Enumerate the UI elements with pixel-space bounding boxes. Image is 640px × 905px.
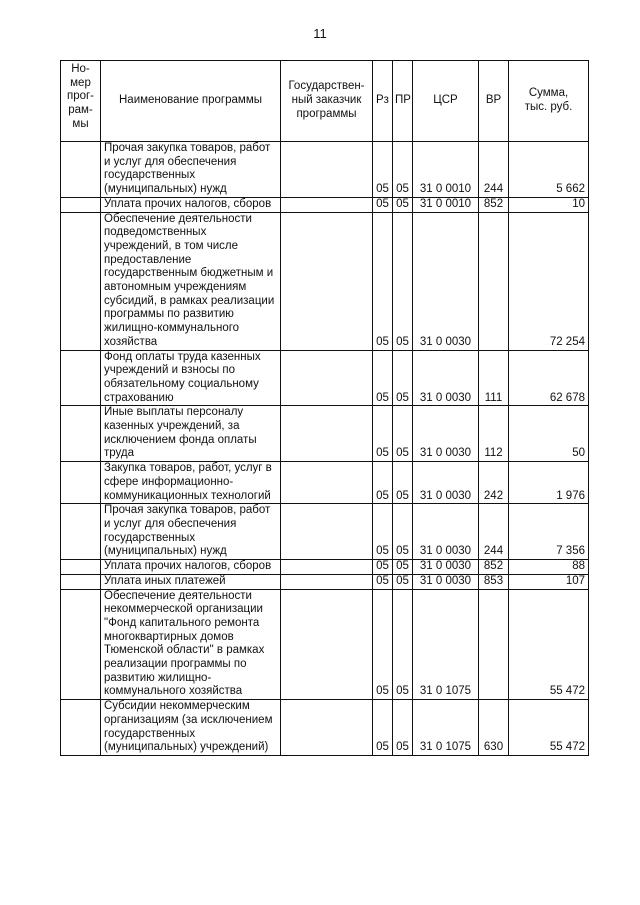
customer-cell bbox=[281, 700, 373, 756]
pr-cell: 05 bbox=[393, 350, 413, 406]
rz-cell: 05 bbox=[373, 197, 393, 212]
csr-cell: 31 0 0030 bbox=[413, 212, 479, 350]
customer-cell bbox=[281, 142, 373, 198]
rz-cell: 05 bbox=[373, 212, 393, 350]
header-program-number: Но- мер прог- рам- мы bbox=[61, 61, 101, 142]
program-name-cell: Обеспечение деятельности подведомственных учреждений, в том числе предоставление государственным бюджетным и автономным учреждениям субсидий, в рамках реализации программы по развитию жилищно-коммунального хозяйства bbox=[101, 212, 281, 350]
sum-cell: 55 472 bbox=[509, 589, 589, 700]
sum-cell: 62 678 bbox=[509, 350, 589, 406]
header-customer: Государствен- ный заказчик программы bbox=[281, 61, 373, 142]
table-row bbox=[61, 406, 589, 462]
pr-cell: 05 bbox=[393, 560, 413, 575]
vr-cell: 112 bbox=[479, 406, 509, 462]
table-row bbox=[61, 504, 589, 560]
table-row bbox=[61, 197, 589, 212]
program-name-cell: Уплата иных платежей bbox=[101, 574, 281, 589]
vr-cell: 630 bbox=[479, 700, 509, 756]
pr-cell: 05 bbox=[393, 197, 413, 212]
rz-cell: 05 bbox=[373, 142, 393, 198]
program-name-cell: Прочая закупка товаров, работ и услуг для обеспечения государственных (муниципальных) нужд bbox=[101, 142, 281, 198]
customer-cell bbox=[281, 406, 373, 462]
program-number-cell bbox=[61, 462, 101, 504]
csr-cell: 31 0 0030 bbox=[413, 406, 479, 462]
page-number: 11 bbox=[313, 26, 327, 41]
header-pr: ПР bbox=[393, 61, 413, 142]
rz-cell: 05 bbox=[373, 406, 393, 462]
program-number-cell bbox=[61, 212, 101, 350]
vr-cell: 242 bbox=[479, 462, 509, 504]
pr-cell: 05 bbox=[393, 504, 413, 560]
sum-cell: 72 254 bbox=[509, 212, 589, 350]
rz-cell: 05 bbox=[373, 589, 393, 700]
table-row bbox=[61, 462, 589, 504]
customer-cell bbox=[281, 212, 373, 350]
header-sum: Сумма, тыс. руб. bbox=[509, 61, 589, 142]
header-rz: Рз bbox=[373, 61, 393, 142]
program-number-cell bbox=[61, 197, 101, 212]
pr-cell: 05 bbox=[393, 574, 413, 589]
table-row bbox=[61, 142, 589, 198]
rz-cell: 05 bbox=[373, 574, 393, 589]
program-name-cell: Уплата прочих налогов, сборов bbox=[101, 197, 281, 212]
program-number-cell bbox=[61, 700, 101, 756]
pr-cell: 05 bbox=[393, 700, 413, 756]
program-number-cell bbox=[61, 142, 101, 198]
csr-cell: 31 0 0030 bbox=[413, 504, 479, 560]
vr-cell: 852 bbox=[479, 197, 509, 212]
sum-cell: 5 662 bbox=[509, 142, 589, 198]
sum-cell: 1 976 bbox=[509, 462, 589, 504]
pr-cell: 05 bbox=[393, 212, 413, 350]
csr-cell: 31 0 0030 bbox=[413, 574, 479, 589]
rz-cell: 05 bbox=[373, 560, 393, 575]
table-row bbox=[61, 574, 589, 589]
sum-cell: 88 bbox=[509, 560, 589, 575]
customer-cell bbox=[281, 350, 373, 406]
rz-cell: 05 bbox=[373, 350, 393, 406]
customer-cell bbox=[281, 589, 373, 700]
table-body bbox=[61, 142, 589, 756]
program-name-cell: Фонд оплаты труда казенных учреждений и взносы по обязательному социальному страхованию bbox=[101, 350, 281, 406]
table-row bbox=[61, 700, 589, 756]
program-number-cell bbox=[61, 589, 101, 700]
table-row bbox=[61, 350, 589, 406]
vr-cell bbox=[479, 589, 509, 700]
program-number-cell bbox=[61, 560, 101, 575]
pr-cell: 05 bbox=[393, 462, 413, 504]
csr-cell: 31 0 0030 bbox=[413, 462, 479, 504]
program-number-cell bbox=[61, 504, 101, 560]
vr-cell: 244 bbox=[479, 504, 509, 560]
rz-cell: 05 bbox=[373, 504, 393, 560]
pr-cell: 05 bbox=[393, 589, 413, 700]
table-row bbox=[61, 589, 589, 700]
sum-cell: 10 bbox=[509, 197, 589, 212]
pr-cell: 05 bbox=[393, 406, 413, 462]
customer-cell bbox=[281, 462, 373, 504]
program-name-cell: Иные выплаты персоналу казенных учреждений, за исключением фонда оплаты труда bbox=[101, 406, 281, 462]
sum-cell: 50 bbox=[509, 406, 589, 462]
vr-cell: 853 bbox=[479, 574, 509, 589]
customer-cell bbox=[281, 504, 373, 560]
sum-cell: 107 bbox=[509, 574, 589, 589]
program-name-cell: Закупка товаров, работ, услуг в сфере информационно-коммуникационных технологий bbox=[101, 462, 281, 504]
pr-cell: 05 bbox=[393, 142, 413, 198]
vr-cell: 852 bbox=[479, 560, 509, 575]
program-number-cell bbox=[61, 350, 101, 406]
header-vr: ВР bbox=[479, 61, 509, 142]
sum-cell: 7 356 bbox=[509, 504, 589, 560]
header-program-name: Наименование программы bbox=[101, 61, 281, 142]
header-row bbox=[61, 61, 589, 142]
csr-cell: 31 0 0030 bbox=[413, 350, 479, 406]
program-number-cell bbox=[61, 574, 101, 589]
vr-cell: 244 bbox=[479, 142, 509, 198]
rz-cell: 05 bbox=[373, 700, 393, 756]
rz-cell: 05 bbox=[373, 462, 393, 504]
csr-cell: 31 0 0010 bbox=[413, 142, 479, 198]
program-name-cell: Уплата прочих налогов, сборов bbox=[101, 560, 281, 575]
customer-cell bbox=[281, 560, 373, 575]
customer-cell bbox=[281, 197, 373, 212]
csr-cell: 31 0 0030 bbox=[413, 560, 479, 575]
vr-cell bbox=[479, 212, 509, 350]
program-name-cell: Субсидии некоммерческим организациям (за исключением государственных (муниципальных) учреждений) bbox=[101, 700, 281, 756]
sum-cell: 55 472 bbox=[509, 700, 589, 756]
csr-cell: 31 0 1075 bbox=[413, 589, 479, 700]
program-number-cell bbox=[61, 406, 101, 462]
customer-cell bbox=[281, 574, 373, 589]
csr-cell: 31 0 0010 bbox=[413, 197, 479, 212]
table-row bbox=[61, 212, 589, 350]
csr-cell: 31 0 1075 bbox=[413, 700, 479, 756]
program-name-cell: Обеспечение деятельности некоммерческой организации "Фонд капитального ремонта многоквартирных домов Тюменской области" в рамках реализации программы по развитию жилищно-коммунального хозяйства bbox=[101, 589, 281, 700]
header-csr: ЦСР bbox=[413, 61, 479, 142]
budget-table bbox=[60, 60, 589, 756]
program-name-cell: Прочая закупка товаров, работ и услуг для обеспечения государственных (муниципальных) нужд bbox=[101, 504, 281, 560]
table-row bbox=[61, 560, 589, 575]
vr-cell: 111 bbox=[479, 350, 509, 406]
